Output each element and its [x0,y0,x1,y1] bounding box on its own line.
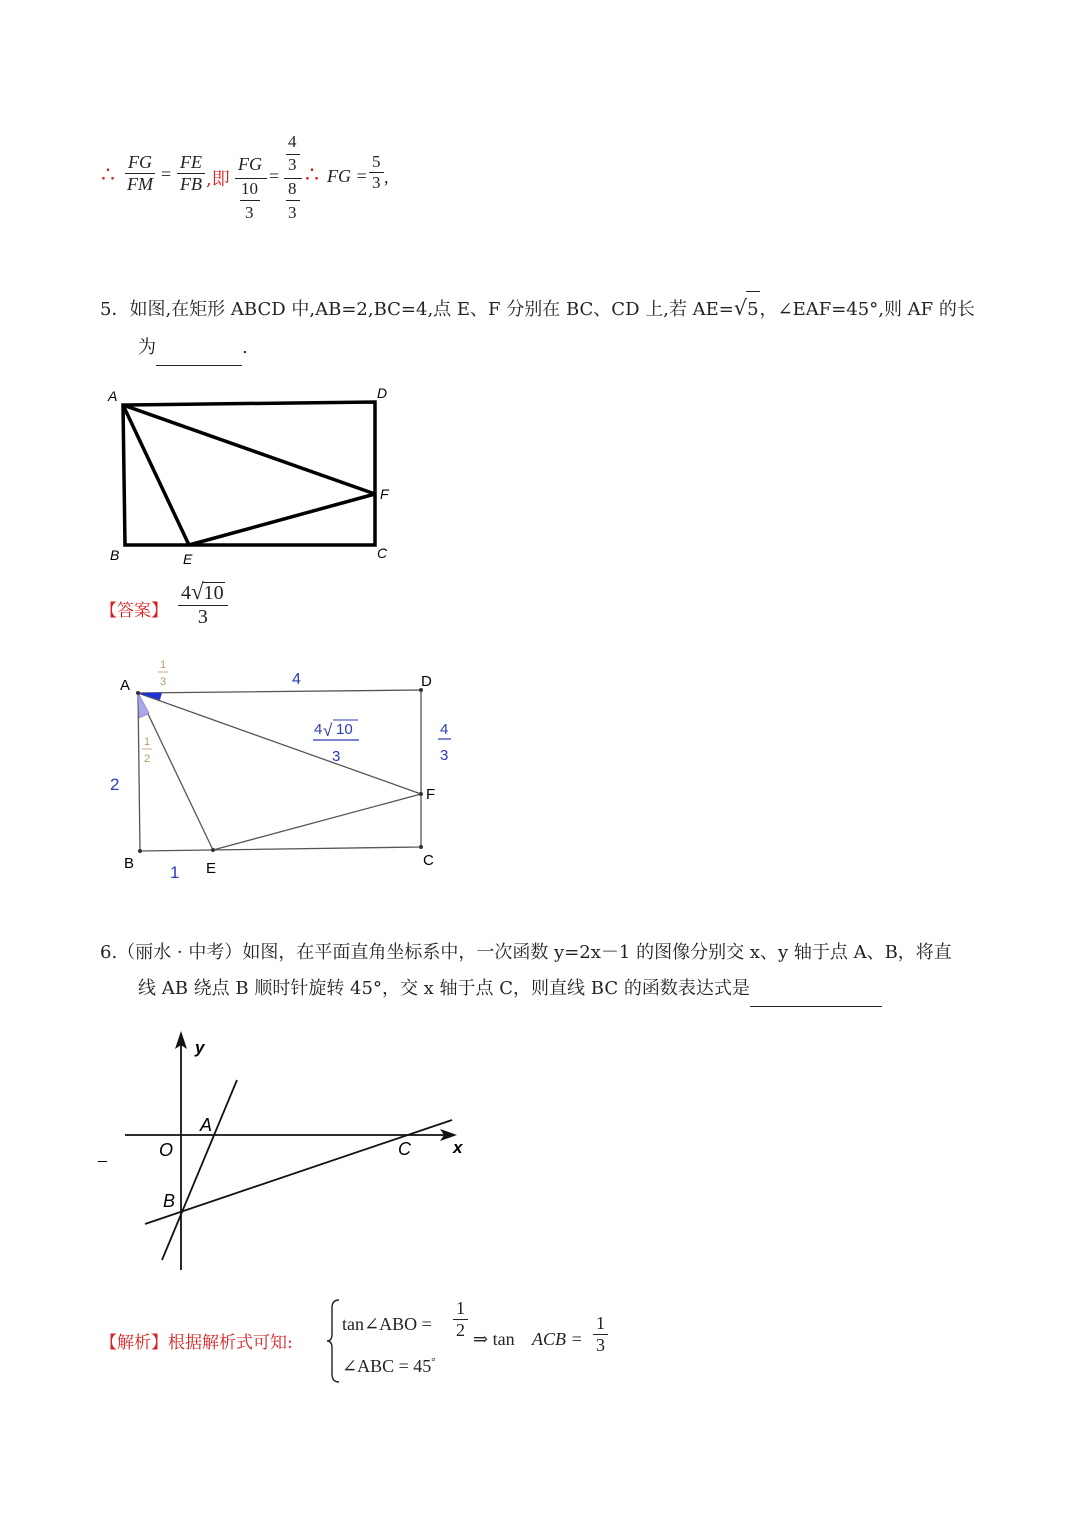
eq-tan-acb-frac [591,1314,610,1355]
proof-five: 5 [369,153,384,173]
fig2-label-b: B [124,855,135,872]
label-a: A [108,388,118,404]
eq-implies: ⇒ tan [473,1329,515,1349]
sqrt-sign: √ [733,296,748,320]
q6-figure [95,1025,485,1275]
proof-fe-over-fb [175,153,207,194]
stray-dash: _ [98,1146,107,1163]
tan-top-den: 3 [160,676,167,688]
eq-acb: ACB = [532,1329,583,1349]
point-label-b: B [163,1191,176,1211]
point-e [211,848,215,852]
point-label-o: O [159,1140,174,1160]
answer-radicand: 10 [203,582,224,604]
proof-fe: FE [177,153,205,174]
system-brace [326,1298,342,1384]
answer-denominator: 3 [197,606,208,629]
fig2-label-d: D [421,673,432,690]
frac-one-b: 1 [593,1314,608,1335]
proof-fg-2: FG [238,154,262,174]
proof-ten: 10 [241,179,258,198]
len-af-rad: 10 [336,721,353,738]
proof-therefore-1: ∴ [101,163,115,188]
proof-fg-over-fm [122,153,158,194]
q6-line2-text: 线 AB 绕点 B 顺时针旋转 45°，交 x 轴于点 C，则直线 BC 的函数表达式是 [138,978,750,999]
fig2-label-e: E [206,860,217,877]
proof-bar-1b [240,200,260,201]
proof-four: 4 [288,132,297,151]
segment-af-2 [138,693,421,794]
proof-ji: ,即 [206,169,230,190]
proof-fm: FM [127,173,153,194]
len-df-den: 3 [440,747,449,764]
q5-sqrt-value: 5 [746,291,759,328]
eq-abc [342,1356,436,1377]
eq-tan-abo-frac [451,1299,470,1340]
axis-label-y: y [195,1038,205,1057]
fig2-label-c: C [423,852,434,869]
proof-five-thirds [367,153,386,192]
q5-line2 [138,330,248,366]
rect-abcd-2 [138,690,421,851]
frac-two: 2 [456,1319,465,1340]
q5-figure-1 [100,380,400,570]
segment-af [123,405,375,494]
q6-answer-blank[interactable] [750,980,882,1007]
proof-eight: 8 [288,179,297,198]
len-df-num: 4 [440,721,449,738]
proof-eq-2: = [269,166,280,186]
q5-text-pre: 5．如图,在矩形 ABCD 中,AB=2,BC=4,点 E、F 分别在 BC、CD 上,若 AE= [100,299,734,320]
answer-sqrt-sign: √ [191,579,204,604]
point-c [419,845,423,849]
label-b: B [110,547,120,563]
q6-line2 [138,971,882,1007]
tan-top-num: 1 [160,659,167,671]
q6-solution-label: 【解析】根据解析式可知: [100,1333,293,1353]
label-d: D [377,385,388,401]
point-label-c: C [398,1139,411,1159]
label-e: E [183,551,193,567]
len-af-den: 3 [332,748,341,765]
fig2-label-a: A [120,677,131,694]
proof-three-3: 3 [288,203,297,222]
tan-side-den: 2 [144,753,151,765]
segment-ae-2 [138,693,213,850]
proof-comma: , [384,167,389,187]
point-f [419,792,423,796]
proof-three-1: 3 [245,203,254,222]
rect-abcd [123,402,375,545]
q5-line2-text: 为 [138,337,156,358]
segment-ef [189,494,375,545]
proof-bar-2b [286,200,300,201]
label-f: F [380,486,389,502]
len-be: 1 [170,863,180,882]
axis-label-x: x [453,1138,463,1157]
q5-text-post: ，∠EAF=45°,则 AF 的长 [759,299,975,320]
point-label-a: A [200,1115,213,1135]
proof-therefore-2: ∴ [305,163,319,188]
len-af-sqrt-sign: √ [323,721,333,740]
proof-three-4: 3 [372,172,381,192]
line-ab [162,1080,237,1260]
q5-answer-blank[interactable] [156,339,242,366]
proof-eq-1: = [161,164,172,184]
point-a [136,691,140,695]
len-af-coef: 4 [314,721,323,738]
q6-line1: 6.（丽水 · 中考）如图，在平面直角坐标系中，一次函数 y=2x－1 的图像分别交 x、y 轴于点 A、B，将直 [100,942,952,963]
q5-period: . [242,337,248,358]
point-b [138,849,142,853]
brace-path [327,1300,339,1382]
eq-tan-abo: tan∠ABO = [342,1314,432,1334]
len-ad: 4 [292,671,301,688]
angle-mark-dae [138,693,162,701]
q5-text [100,290,975,328]
answer-coef: 4 [181,582,191,604]
eq-abc-text: ∠ABC = 45 [342,1356,432,1376]
tan-side-num: 1 [144,736,151,748]
q5-figure-2 [100,650,460,885]
frac-one: 1 [453,1299,468,1320]
proof-fg: FG [125,153,155,174]
proof-fg-eq: FG = [327,166,368,186]
eq-degree: ° [431,1356,436,1368]
proof-three-2: 3 [288,155,297,174]
frac-three: 3 [596,1334,605,1355]
segment-ef-2 [213,794,421,850]
label-c: C [377,545,388,561]
q5-answer-label: 【答案】 [100,601,168,621]
fig2-label-f: F [426,786,436,803]
proof-fb: FB [180,173,202,194]
answer-numerator [178,580,228,606]
q5-answer-value [176,580,230,628]
len-ab: 2 [110,775,120,794]
